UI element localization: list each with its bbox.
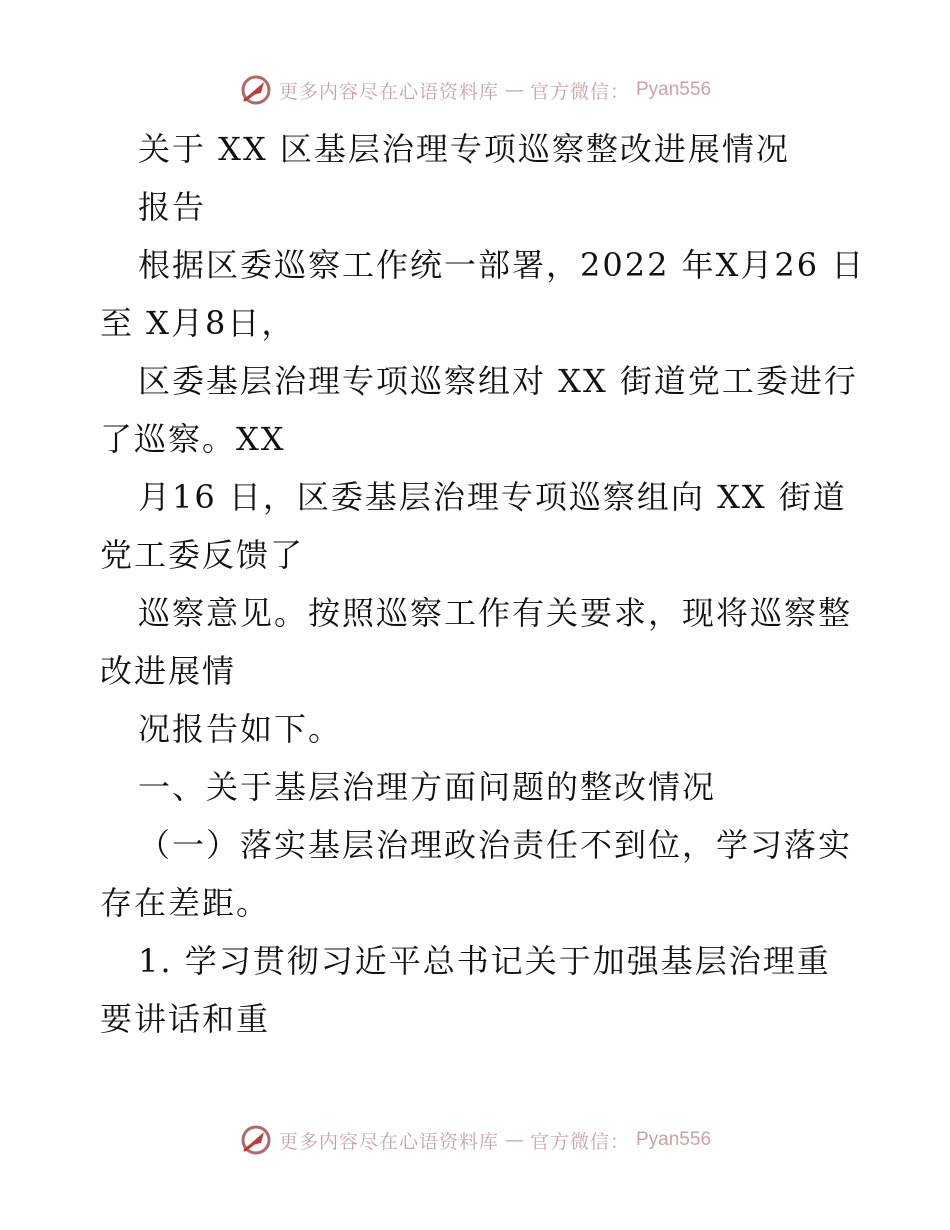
text-line: 区委基层治理专项巡察组对 XX 街道党工委进行 <box>138 362 858 400</box>
brand-logo-icon <box>239 1123 273 1157</box>
watermark-text: 更多内容尽在心语资料库 <box>278 1130 499 1153</box>
doc-title-line-1: 关于 XX 区基层治理专项巡察整改进展情况 <box>138 130 790 168</box>
doc-title-line-2: 报告 <box>138 188 207 226</box>
watermark-wechat-label: 官方微信： <box>529 1130 630 1153</box>
brand-logo-icon <box>239 73 273 107</box>
watermark-banner-top <box>0 70 950 110</box>
watermark-separator: — <box>504 79 524 101</box>
document-body <box>100 120 866 1048</box>
section-heading: 一、关于基层治理方面问题的整改情况 <box>138 768 717 806</box>
watermark-wechat-id: Pyan556 <box>636 79 712 100</box>
text-line: 巡察意见。按照巡察工作有关要求，现将巡察整 <box>138 594 853 632</box>
watermark-separator: — <box>504 1129 524 1151</box>
watermark-wechat-label: 官方微信： <box>529 80 630 103</box>
watermark-content <box>239 1123 711 1157</box>
watermark-banner-bottom <box>0 1120 950 1160</box>
subsection-heading: （一）落实基层治理政治责任不到位，学习落实 <box>138 826 853 864</box>
watermark-text: 更多内容尽在心语资料库 <box>278 80 499 103</box>
watermark-content <box>239 73 711 107</box>
text-line: 党工委反馈了 <box>100 536 305 574</box>
text-line: 月16 日，区委基层治理专项巡察组向 XX 街道 <box>138 478 847 516</box>
numbered-item: 1. 学习贯彻习近平总书记关于加强基层治理重 <box>138 942 831 980</box>
text-line: 了巡察。XX <box>100 420 286 458</box>
text-line: 要讲话和重 <box>100 1000 271 1038</box>
text-line: 改进展情 <box>100 652 237 690</box>
text-line: 况报告如下。 <box>138 710 343 748</box>
text-line: 存在差距。 <box>100 884 271 922</box>
text-line: 至 X月8日， <box>100 304 296 342</box>
text-line: 根据区委巡察工作统一部署，2022 年X月26 日 <box>138 246 866 284</box>
watermark-wechat-id: Pyan556 <box>636 1129 712 1150</box>
